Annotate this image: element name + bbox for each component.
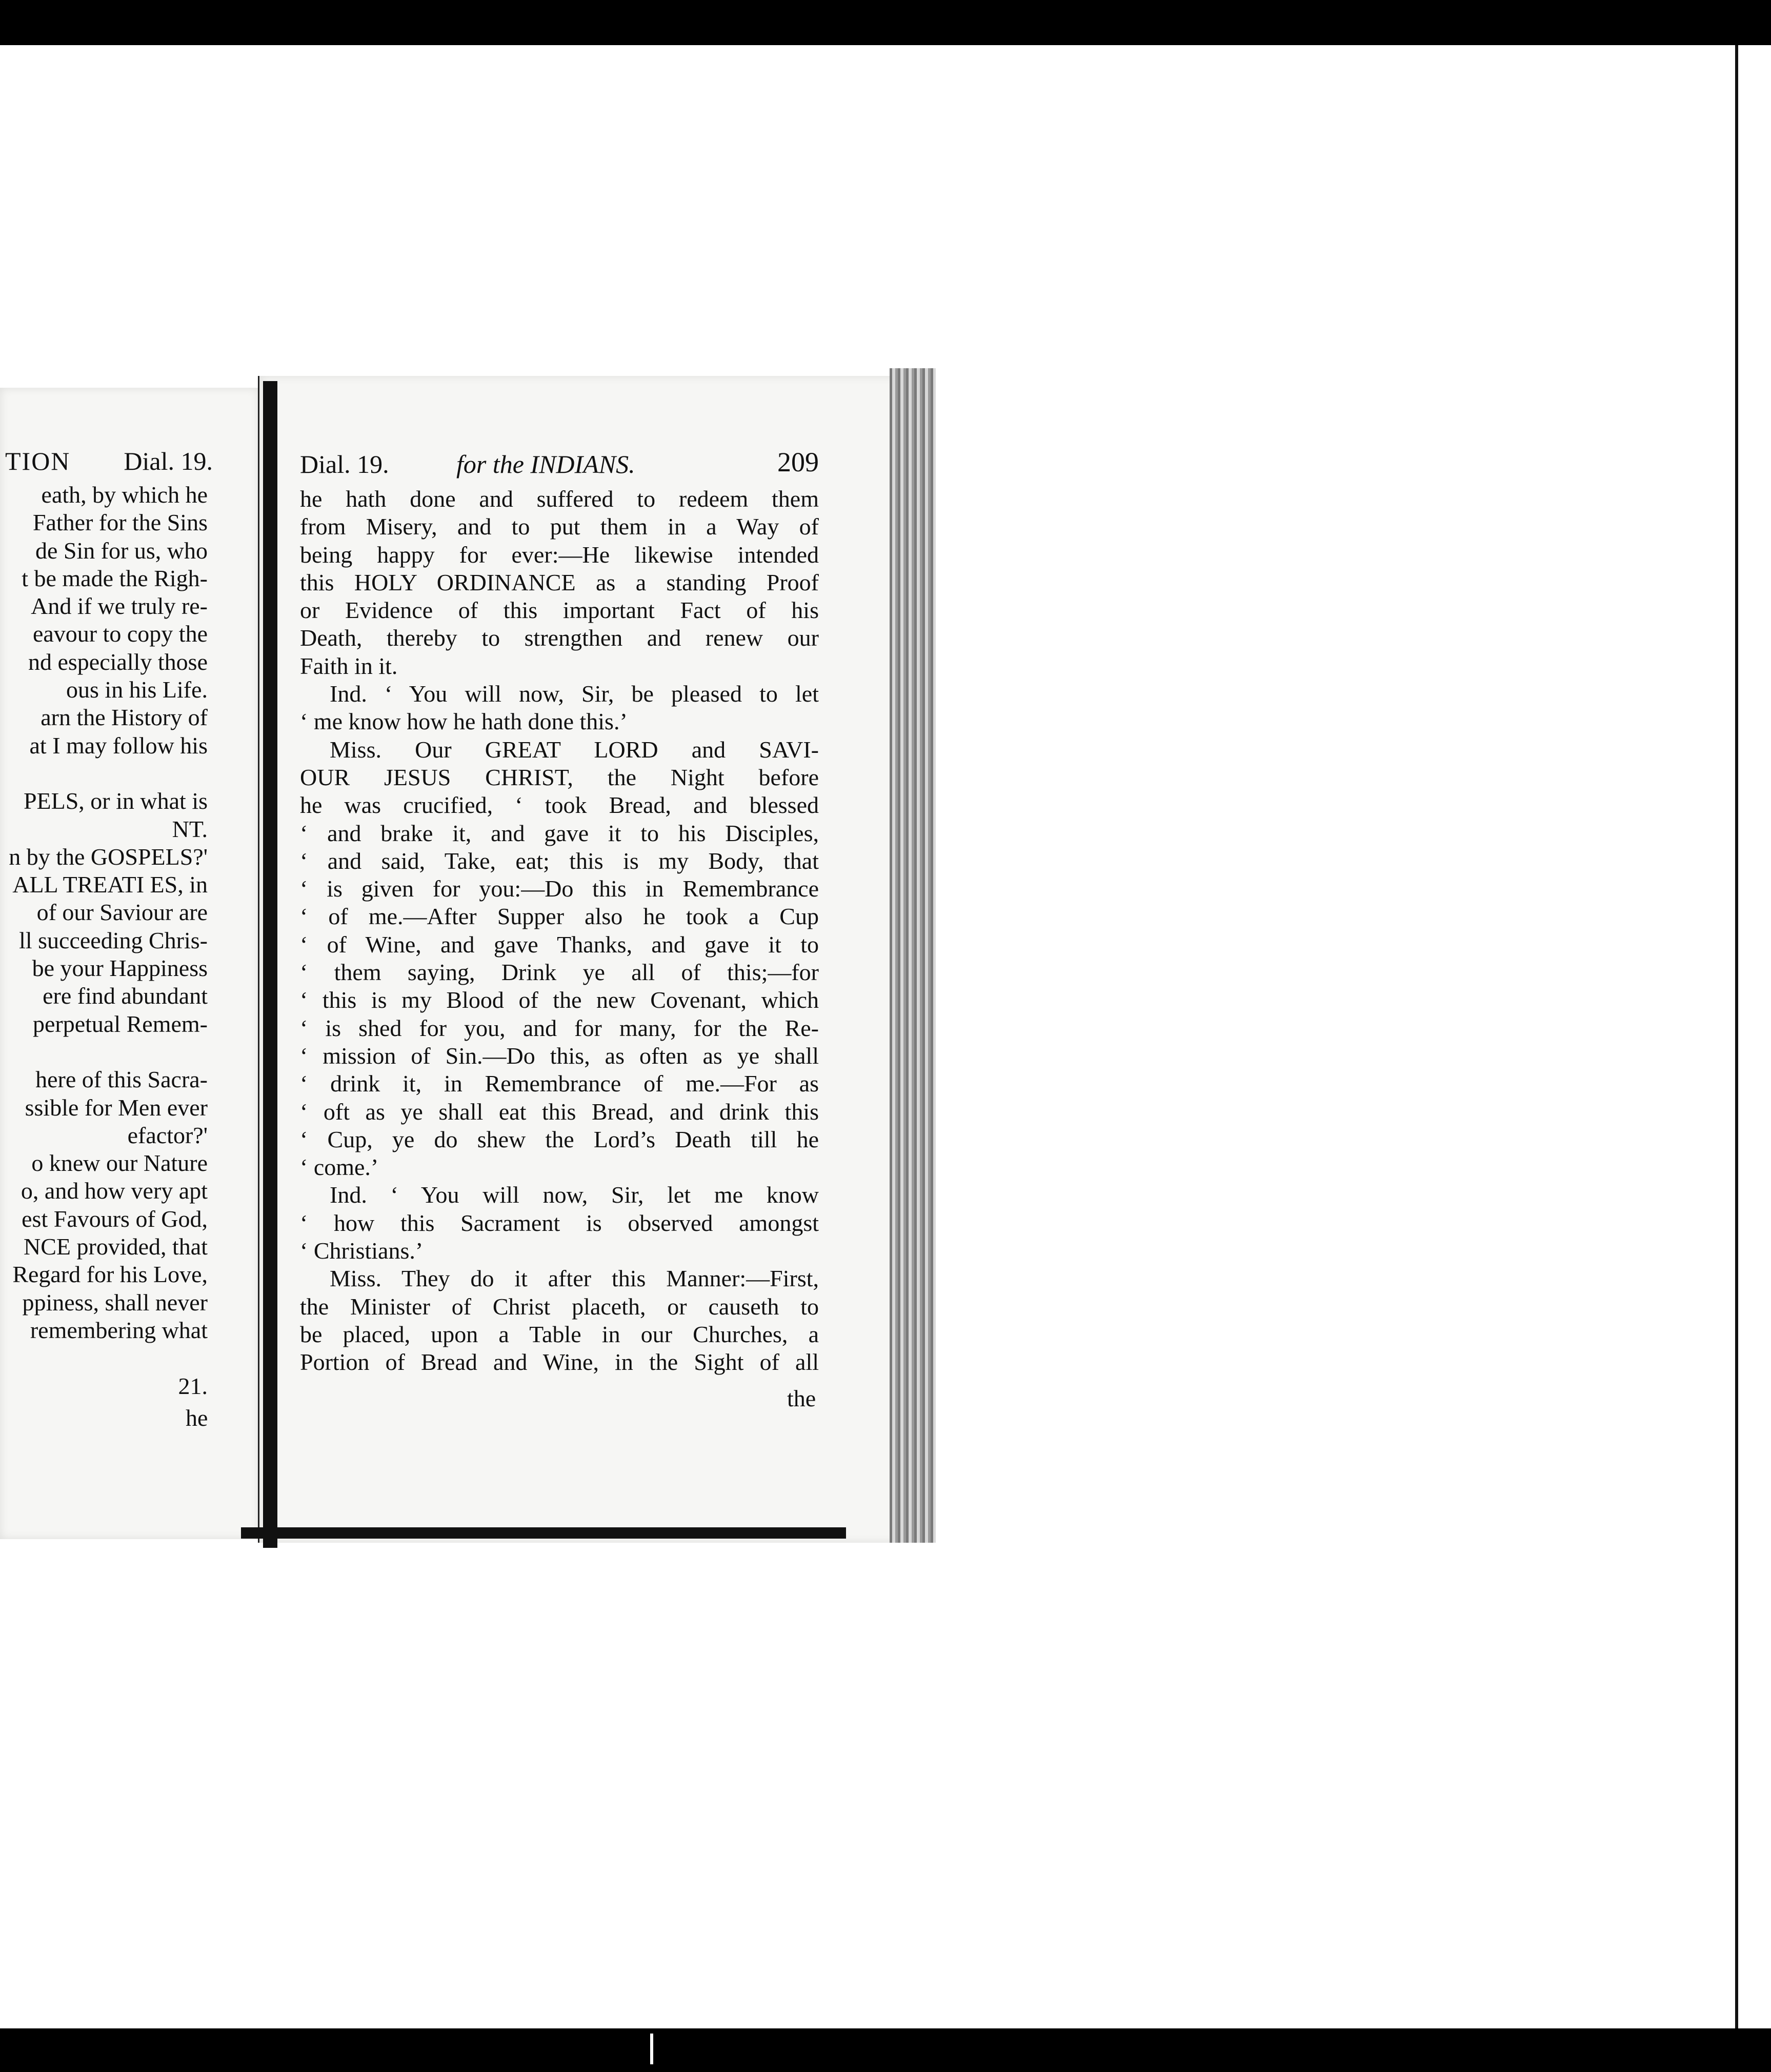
right-page-text: [300, 485, 819, 1377]
right-dialogue-number: Dial. 19.: [300, 450, 389, 479]
text-line: he was crucified, ‘ took Bread, and blessed: [300, 792, 819, 819]
text-line: n by the GOSPELS?': [9, 843, 208, 870]
text-line: [0, 760, 208, 787]
right-running-title: for the INDIANS.: [456, 450, 635, 479]
page-edges: [890, 368, 936, 1543]
text-line: ‘ them saying, Drink ye all of this;—for: [300, 959, 819, 986]
right-catchword: the: [787, 1385, 816, 1411]
bottom-scan-border: [0, 2028, 1771, 2072]
text-line: o, and how very apt: [21, 1178, 208, 1204]
book-gutter: [263, 381, 277, 1548]
text-line: or Evidence of this important Fact of his: [300, 597, 819, 624]
text-line: t be made the Righ-: [22, 565, 208, 591]
top-scan-border: [0, 0, 1771, 45]
text-line: Faith in it.: [300, 652, 398, 679]
text-line: ALL TREATI ES, in: [12, 871, 208, 898]
text-line: ‘ is given for you:—Do this in Remembrance: [300, 875, 819, 902]
text-line: NCE provided, that: [24, 1233, 208, 1260]
text-line: efactor?': [127, 1122, 208, 1148]
text-line: de Sin for us, who: [35, 537, 208, 564]
text-line: be placed, upon a Table in our Churches, a: [300, 1321, 819, 1347]
text-line: ere find abundant: [43, 983, 208, 1009]
text-line: being happy for ever:—He likewise intended: [300, 541, 819, 568]
text-line: Ind. ‘ You will now, Sir, be pleased to let: [330, 681, 819, 707]
text-line: est Favours of God,: [22, 1205, 208, 1232]
text-line: the Minister of Christ placeth, or causeth to: [300, 1293, 819, 1320]
text-line: ‘ me know how he hath done this.’: [300, 708, 628, 735]
text-line: ‘ and said, Take, eat; this is my Body, that: [300, 847, 819, 874]
text-line: ‘ Cup, ye do shew the Lord’s Death till he: [300, 1126, 819, 1152]
left-page-text: [0, 481, 208, 1400]
right-scan-edge: [1735, 45, 1738, 2028]
text-line: at I may follow his: [29, 732, 208, 759]
text-line: ssible for Men ever: [25, 1094, 208, 1121]
left-catchword: he: [186, 1405, 208, 1431]
text-line: 21.: [178, 1372, 208, 1399]
text-line: ‘ is shed for you, and for many, for the Re-: [300, 1014, 819, 1041]
text-line: OUR JESUS CHRIST, the Night before: [300, 764, 819, 790]
text-line: NT.: [172, 815, 208, 842]
text-line: PELS, or in what is: [23, 788, 208, 814]
text-line: o knew our Nature: [31, 1150, 208, 1177]
text-line: remembering what: [30, 1317, 208, 1343]
text-line: ‘ and brake it, and gave it to his Disciples,: [300, 820, 819, 846]
text-line: ‘ of me.—After Supper also he took a Cup: [300, 903, 819, 930]
text-line: Regard for his Love,: [12, 1261, 208, 1288]
open-book: [0, 368, 941, 1550]
text-line: be your Happiness: [32, 955, 208, 982]
book-spine-bottom: [241, 1527, 846, 1539]
text-line: arn the History of: [41, 704, 208, 731]
page-number: 209: [777, 447, 819, 477]
text-line: Death, thereby to strengthen and renew our: [300, 625, 819, 651]
text-line: Portion of Bread and Wine, in the Sight of all: [300, 1349, 819, 1376]
text-line: of our Saviour are: [36, 899, 208, 926]
text-line: And if we truly re-: [31, 593, 208, 620]
left-running-title: TION: [5, 447, 71, 475]
text-line: ‘ Christians.’: [300, 1238, 424, 1264]
text-line: [0, 1038, 208, 1066]
text-line: Ind. ‘ You will now, Sir, let me know: [330, 1182, 819, 1208]
scan-mark: [650, 2034, 653, 2064]
text-line: ‘ how this Sacrament is observed amongst: [300, 1209, 819, 1236]
text-line: ‘ come.’: [300, 1154, 379, 1181]
left-dialogue-number: Dial. 19.: [124, 447, 213, 475]
text-line: Father for the Sins: [32, 509, 208, 536]
text-line: ous in his Life.: [66, 676, 208, 703]
text-line: eavour to copy the: [32, 621, 208, 647]
text-line: ‘ oft as ye shall eat this Bread, and drink this: [300, 1098, 819, 1125]
text-line: perpetual Remem-: [32, 1010, 208, 1037]
text-line: nd especially those: [28, 648, 208, 675]
text-line: eath, by which he: [41, 482, 208, 508]
text-line: here of this Sacra-: [35, 1066, 208, 1093]
text-line: ‘ this is my Blood of the new Covenant, which: [300, 987, 819, 1013]
text-line: Miss. They do it after this Manner:—First,: [330, 1265, 819, 1292]
text-line: [0, 1344, 208, 1372]
text-line: ‘ of Wine, and gave Thanks, and gave it to: [300, 931, 819, 958]
text-line: ppiness, shall never: [22, 1289, 208, 1316]
text-line: Miss. Our GREAT LORD and SAVI-: [330, 736, 819, 763]
text-line: from Misery, and to put them in a Way of: [300, 513, 819, 540]
text-line: ‘ mission of Sin.—Do this, as often as ye shall: [300, 1042, 819, 1069]
text-line: ‘ drink it, in Remembrance of me.—For as: [300, 1070, 819, 1097]
text-line: this HOLY ORDINANCE as a standing Proof: [300, 569, 819, 595]
text-line: ll succeeding Chris-: [19, 927, 208, 953]
text-line: he hath done and suffered to redeem them: [300, 486, 819, 512]
